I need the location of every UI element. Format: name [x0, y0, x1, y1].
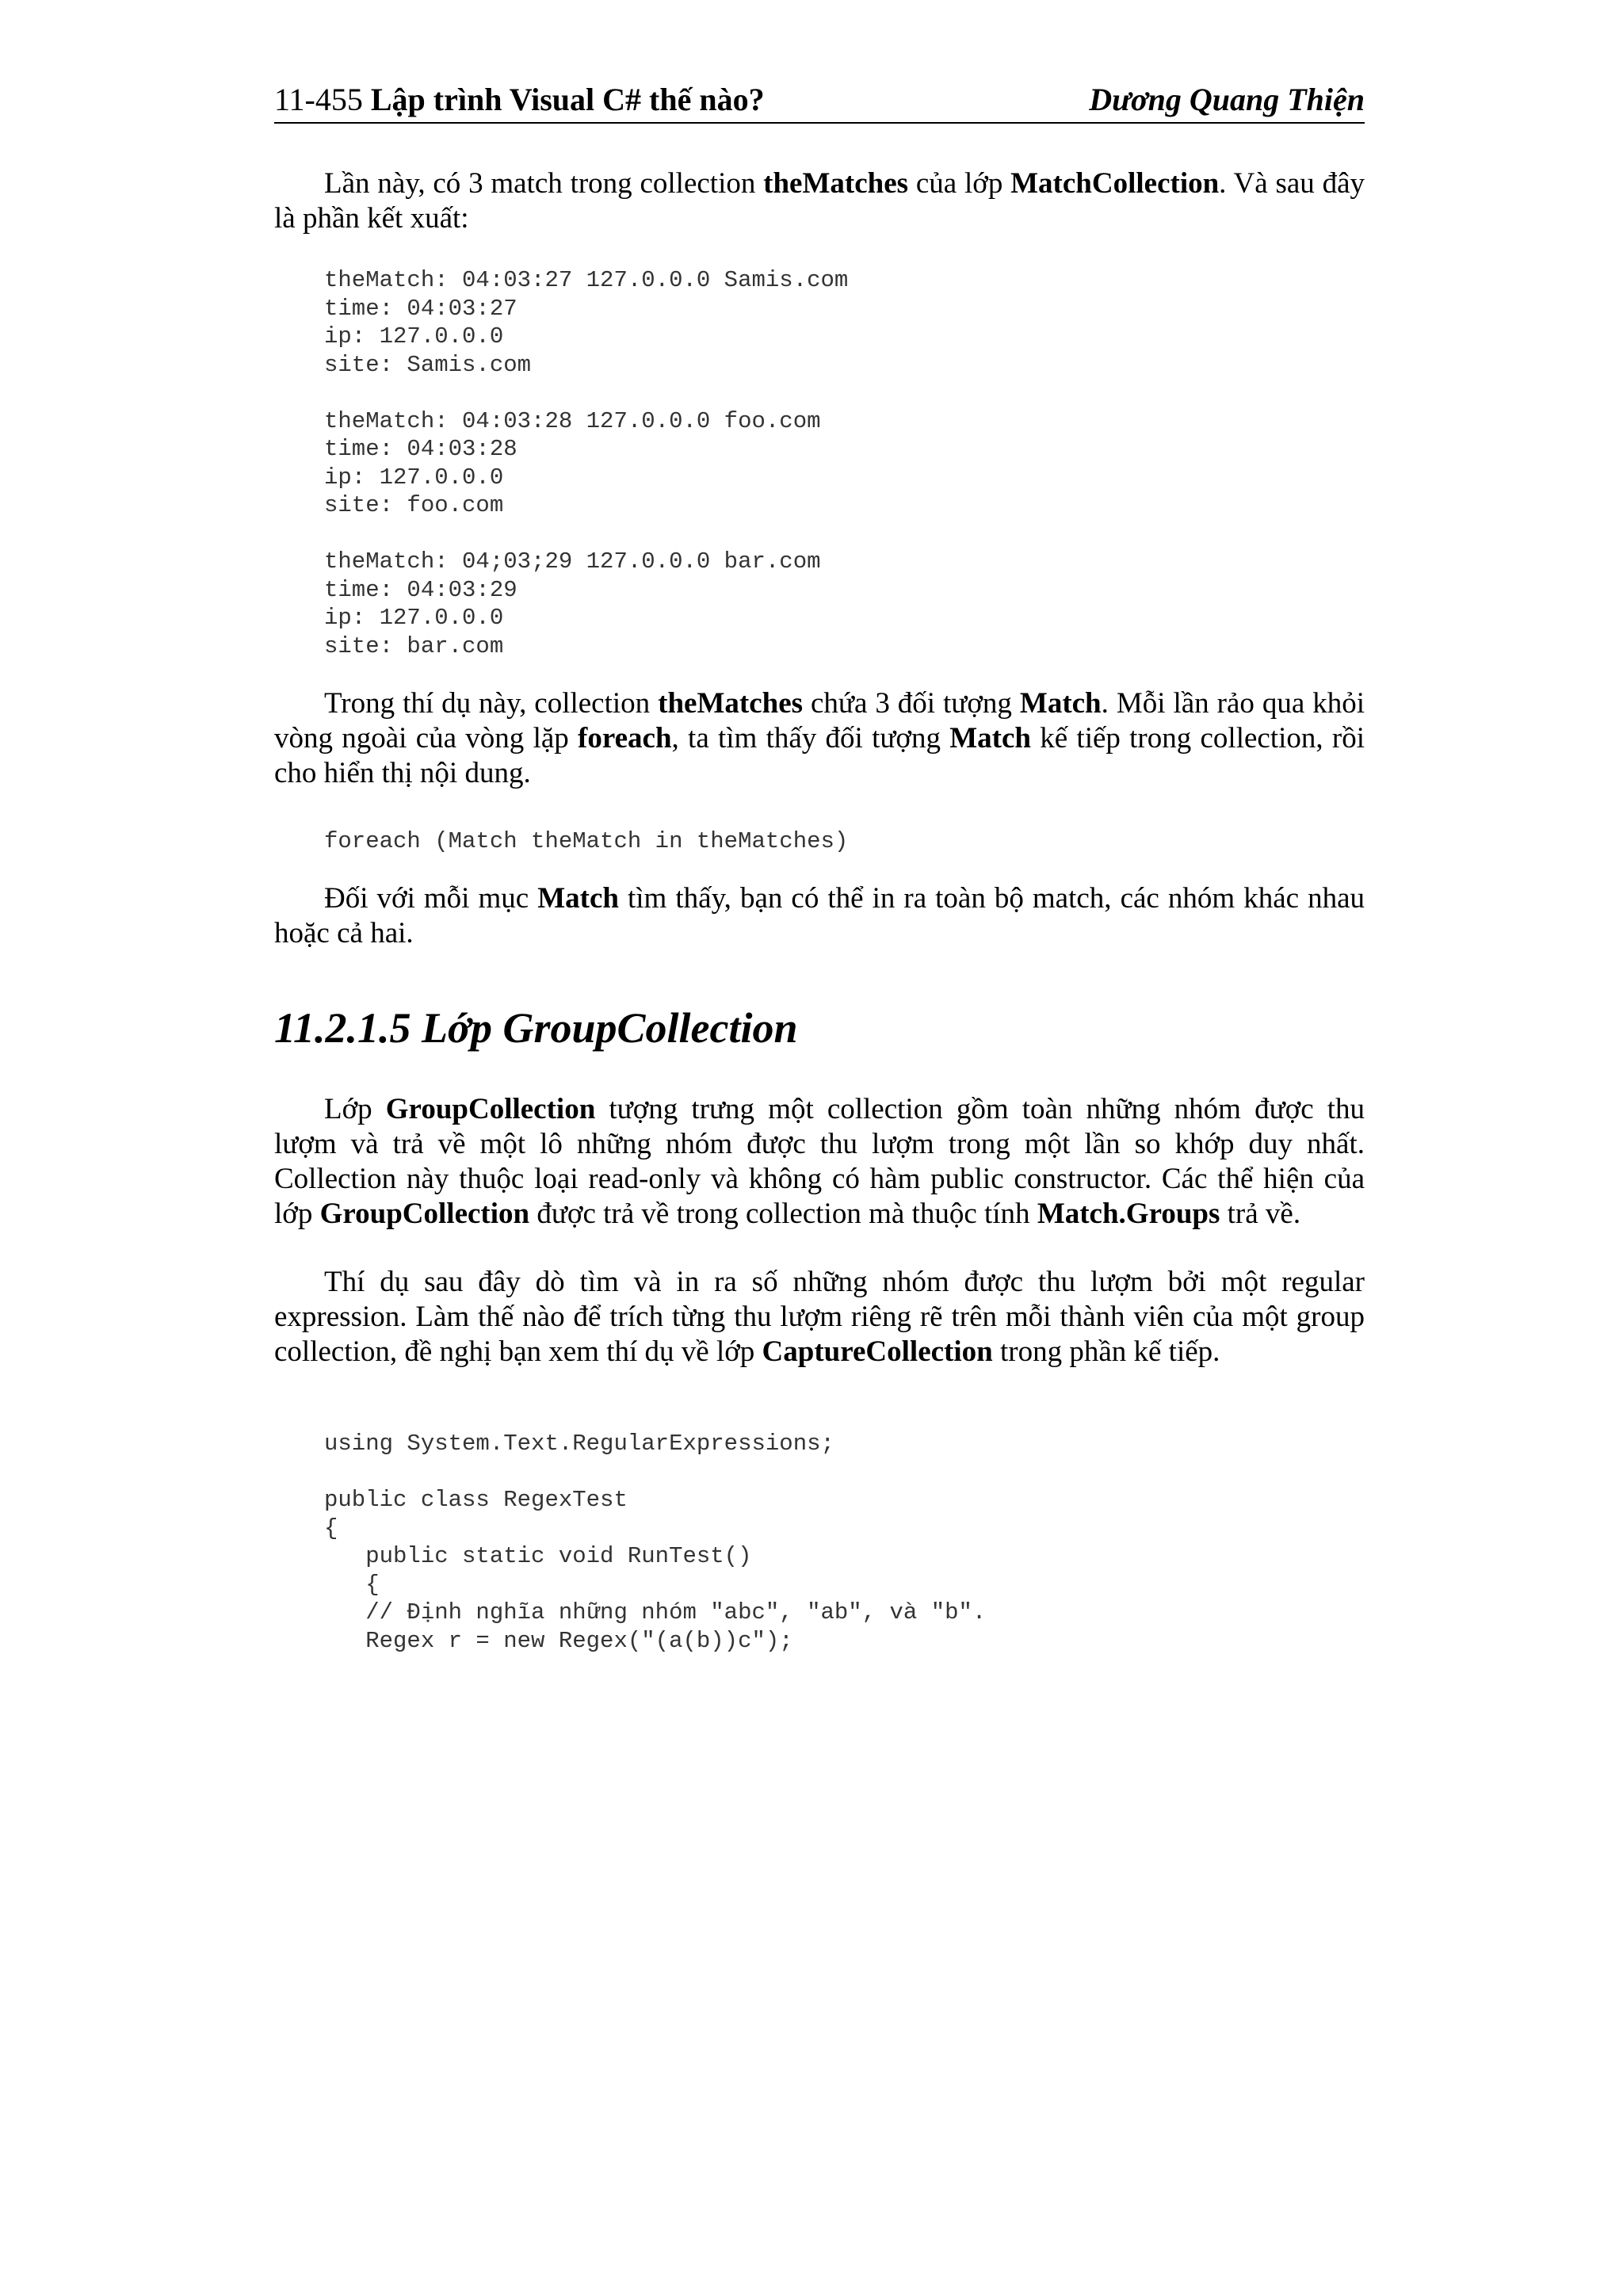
header-author: Dương Quang Thiện — [1089, 82, 1365, 117]
section-heading: 11.2.1.5 Lớp GroupCollection — [274, 1004, 798, 1052]
text-run: được trả về trong collection mà thuộc tính — [529, 1198, 1037, 1230]
text-run: Lần này, có 3 match trong collection — [324, 167, 764, 200]
bold-term: CaptureCollection — [762, 1335, 993, 1368]
text-run: trong phần kế tiếp. — [992, 1335, 1220, 1368]
header-page-ref: 11-455 — [274, 82, 363, 117]
text-run: Thí dụ sau đây dò tìm và in ra số những nhóm được thu lượm bởi một regular expression. Làm thế nào để trích từng thu lượm riêng rẽ trên mỗi thành viên của một group collection, đề nghị bạn xem thí dụ về lớp — [274, 1266, 1365, 1368]
text-run: tượng trưng một collection gồm toàn những nhóm được thu lượm và trả về một lô những nhóm được thu lượm trong một lần so khớp duy nhất. Collection này thuộc loại read-only và không có hàm public constructor. Các thể hiện của lớp — [274, 1093, 1365, 1230]
code-output-block: theMatch: 04:03:27 127.0.0.0 Samis.com time: 04:03:27 ip: 127.0.0.0 site: Samis.com theMatch: 04:03:28 127.0.0.0 foo.com time: 04:03:28 ip: 127.0.0.0 site: foo.com theMatch: 04;03;29 127.0.0.0 bar.com time: 04:03:29 ip: 127.0.0.0 site: bar.com — [324, 267, 849, 659]
paragraph-match-items — [274, 881, 1365, 951]
paragraph-example-intro — [274, 1265, 1365, 1370]
bold-term: theMatches — [763, 167, 909, 200]
header-title — [274, 78, 765, 122]
text-run: tìm thấy, bạn có thể in ra toàn bộ match, các nhóm khác nhau hoặc cả hai. — [274, 882, 1365, 949]
bold-term: Match — [537, 882, 619, 915]
paragraph-thematches — [274, 686, 1365, 791]
text-run: . Mỗi lần rảo qua khỏi vòng ngoài của vòng lặp — [274, 687, 1365, 755]
text-run: Lớp — [324, 1093, 386, 1125]
paragraph-intro — [274, 166, 1365, 236]
bold-term: foreach — [578, 722, 672, 755]
text-run: , ta tìm thấy đối tượng — [671, 722, 950, 755]
paragraph-groupcollection — [274, 1092, 1365, 1232]
header-book-title: Lập trình Visual C# thế nào? — [370, 82, 765, 117]
bold-term: Match.Groups — [1037, 1198, 1220, 1230]
bold-term: MatchCollection — [1010, 167, 1220, 200]
text-run: của lớp — [908, 167, 1011, 200]
bold-term: Match — [1019, 687, 1102, 720]
bold-term: GroupCollection — [385, 1093, 596, 1125]
text-run: Đối với mỗi mục — [324, 882, 538, 915]
text-run: . Và sau đây là phần kết xuất: — [274, 167, 1365, 235]
code-foreach-line: foreach (Match theMatch in theMatches) — [324, 828, 849, 854]
text-run: chứa 3 đối tượng — [803, 687, 1020, 720]
bold-term: theMatches — [658, 687, 804, 720]
page-header — [274, 78, 1365, 124]
text-run: kế tiếp trong collection, rồi cho hiển thị nội dung. — [274, 722, 1365, 789]
text-run: Trong thí dụ này, collection — [324, 687, 659, 720]
bold-term: Match — [949, 722, 1031, 755]
code-example-block: using System.Text.RegularExpressions; public class RegexTest { public static void RunTest() { // Định nghĩa những nhóm "abc", "ab", và "b". Regex r = new Regex("(a(b))c"); — [324, 1431, 987, 1654]
bold-term: GroupCollection — [319, 1198, 530, 1230]
text-run: trả về. — [1220, 1198, 1301, 1230]
